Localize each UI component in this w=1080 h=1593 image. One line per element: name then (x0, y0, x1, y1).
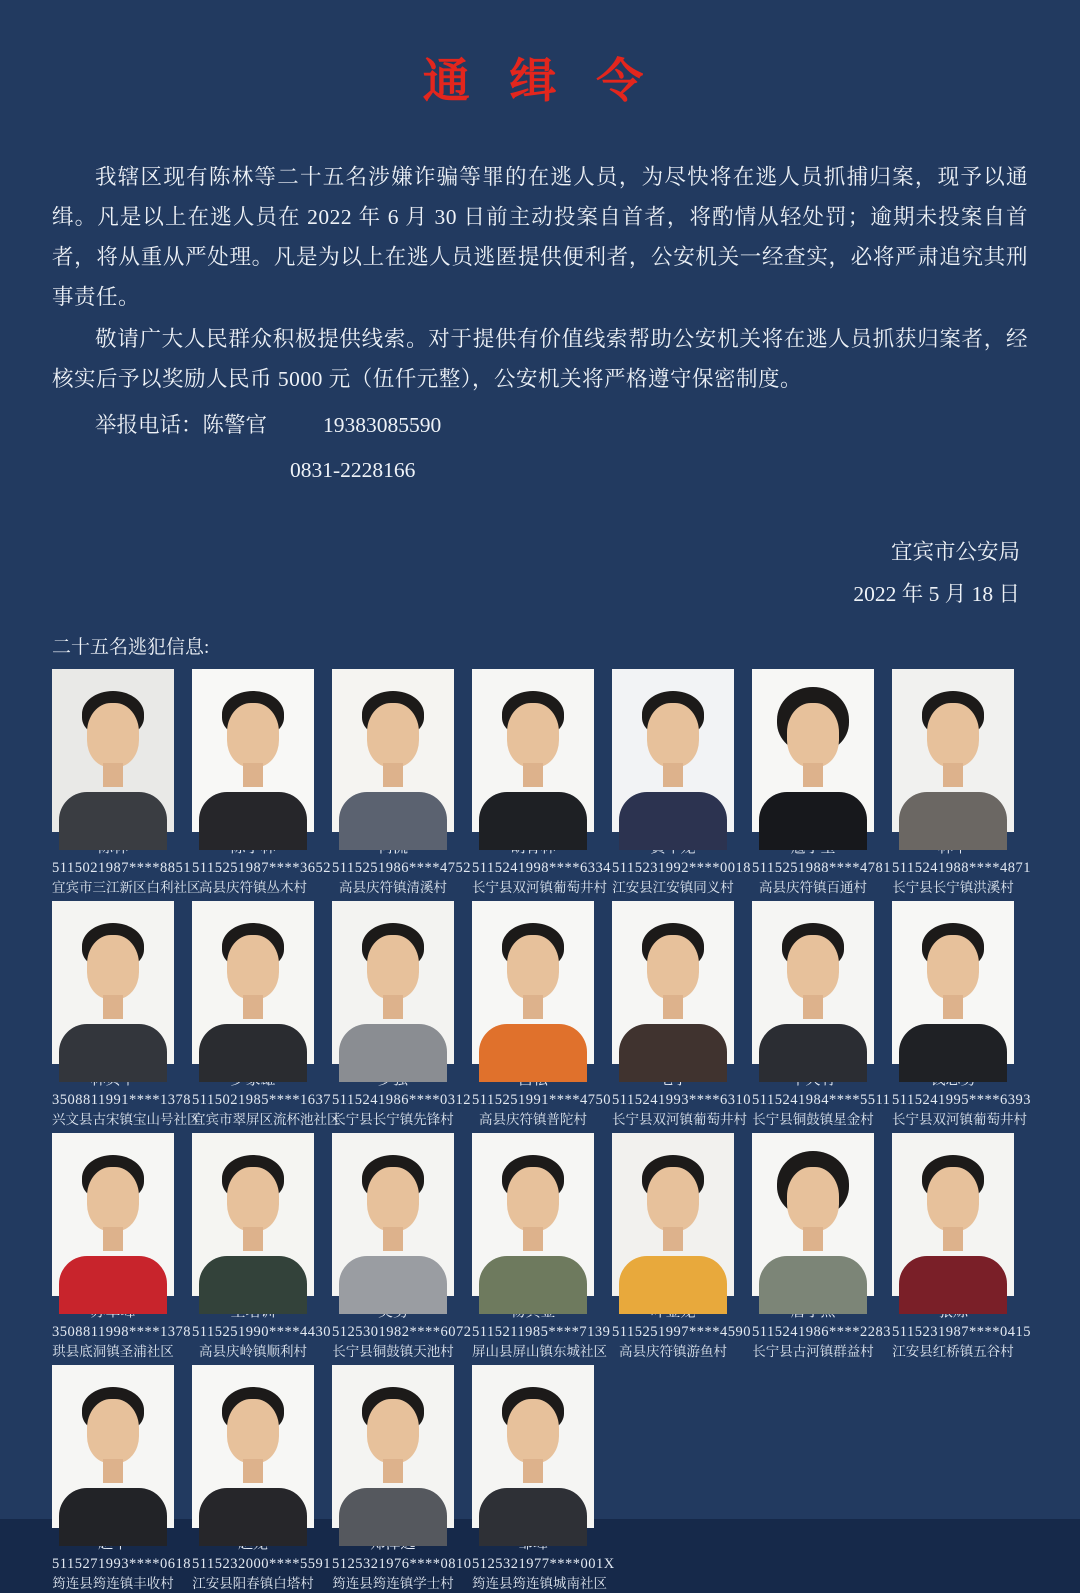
avatar-shoulders (899, 1024, 1007, 1082)
avatar-neck (383, 1227, 403, 1251)
fugitive-photo (892, 901, 1014, 1064)
avatar-face (227, 703, 279, 767)
fugitive-card (192, 1365, 331, 1593)
fugitive-photo (52, 1133, 174, 1296)
fugitive-address: 长宁县双河镇葡萄井村 (612, 1112, 747, 1127)
avatar-neck (663, 1227, 683, 1251)
avatar-neck (523, 1227, 543, 1251)
avatar-shoulders (59, 1488, 167, 1546)
fugitive-address: 高县庆符镇普陀村 (479, 1112, 587, 1127)
avatar-neck (943, 763, 963, 787)
fugitive-photo (612, 1133, 734, 1296)
fugitive-card (192, 1133, 331, 1361)
avatar-face (927, 703, 979, 767)
avatar-face (227, 1167, 279, 1231)
avatar-neck (803, 995, 823, 1019)
avatar-face (787, 935, 839, 999)
fugitive-card (472, 901, 611, 1129)
avatar-neck (383, 1459, 403, 1483)
fugitive-address: 长宁县铜鼓镇天池村 (332, 1344, 454, 1359)
fugitive-address: 筠连县筠连镇丰收村 (52, 1576, 174, 1591)
avatar-shoulders (479, 792, 587, 850)
fugitive-photo (472, 901, 594, 1064)
avatar-neck (523, 763, 543, 787)
avatar-face (787, 703, 839, 767)
fugitive-address: 珙县底洞镇圣浦社区 (52, 1344, 174, 1359)
avatar-neck (943, 995, 963, 1019)
avatar-face (507, 1399, 559, 1463)
avatar-face (87, 1399, 139, 1463)
fugitive-card (52, 1133, 191, 1361)
avatar-neck (243, 763, 263, 787)
fugitive-list-label: 二十五名逃犯信息: (52, 637, 210, 658)
fugitive-card (472, 1133, 611, 1361)
fugitive-address: 长宁县长宁镇洪溪村 (892, 880, 1014, 895)
avatar-shoulders (619, 1256, 727, 1314)
fugitive-photo (752, 1133, 874, 1296)
fugitive-address: 江安县阳春镇白塔村 (192, 1576, 314, 1591)
fugitive-id-number: 5115241988****4871 (892, 860, 1031, 876)
fugitive-photo (892, 1133, 1014, 1296)
fugitive-address: 高县庆符镇游鱼村 (619, 1344, 727, 1359)
fugitive-card (332, 901, 471, 1129)
notice-paragraph-1: 我辖区现有陈林等二十五名涉嫌诈骗等罪的在逃人员，为尽快将在逃人员抓捕归案，现予以通缉。凡是以上在逃人员在 2022 年 6 月 30 日前主动投案自首者，将酌情从轻处罚；逾期未投案自首者，将从重从严处理。凡是为以上在逃人员逃匿提供便利者，公安机关一经查实，必将严肃追究其刑事责任。 (52, 165, 1028, 309)
issuing-authority: 宜宾市公安局 (890, 540, 1020, 564)
fugitive-photo (332, 1133, 454, 1296)
fugitive-address: 长宁县双河镇葡萄井村 (472, 880, 607, 895)
fugitive-id-number: 5125301982****6072 (332, 1324, 472, 1340)
avatar-shoulders (479, 1256, 587, 1314)
fugitive-id-number: 3508811998****1378 (52, 1324, 191, 1340)
fugitive-address: 兴文县古宋镇宝山号社区 (52, 1112, 201, 1127)
avatar-face (507, 703, 559, 767)
avatar-shoulders (199, 1256, 307, 1314)
avatar-face (87, 935, 139, 999)
fugitive-card (332, 1133, 472, 1361)
signature-block (52, 531, 1028, 615)
fugitive-address: 江安县江安镇同义村 (612, 880, 734, 895)
avatar-neck (803, 763, 823, 787)
avatar-face (87, 1167, 139, 1231)
fugitive-id-number: 5115231992****0018 (612, 860, 751, 876)
avatar-face (647, 703, 699, 767)
avatar-shoulders (59, 792, 167, 850)
fugitive-card (892, 669, 1031, 897)
poster-title: 通 缉 令 (422, 56, 658, 108)
avatar-face (367, 1167, 419, 1231)
fugitive-card (612, 901, 751, 1129)
fugitive-photo (192, 1365, 314, 1528)
fugitive-photo (52, 1365, 174, 1528)
fugitive-id-number: 5115271993****0618 (52, 1556, 191, 1572)
fugitive-id-number: 5115241986****2283 (752, 1324, 891, 1340)
fugitive-id-number: 5115231987****0415 (892, 1324, 1031, 1340)
fugitive-card (752, 901, 891, 1129)
fugitive-card (192, 669, 331, 897)
hotline-landline-number: 0831-2228166 (290, 458, 416, 482)
fugitive-photo (332, 1365, 454, 1528)
issue-date: 2022 年 5 月 18 日 (853, 582, 1020, 606)
avatar-face (87, 703, 139, 767)
fugitive-address: 筠连县筠连镇学士村 (332, 1576, 454, 1591)
avatar-shoulders (199, 1024, 307, 1082)
avatar-neck (523, 995, 543, 1019)
avatar-neck (243, 1459, 263, 1483)
fugitive-photo (192, 901, 314, 1064)
fugitive-card (612, 1133, 751, 1361)
fugitive-card (472, 669, 611, 897)
avatar-shoulders (339, 1024, 447, 1082)
avatar-face (367, 1399, 419, 1463)
avatar-face (927, 1167, 979, 1231)
avatar-face (927, 935, 979, 999)
fugitive-id-number: 5115241993****6310 (612, 1092, 751, 1108)
avatar-neck (663, 763, 683, 787)
avatar-face (367, 703, 419, 767)
fugitive-photo (332, 669, 454, 832)
avatar-face (507, 935, 559, 999)
avatar-neck (523, 1459, 543, 1483)
fugitive-card (332, 1365, 472, 1593)
avatar-shoulders (339, 792, 447, 850)
fugitive-card (892, 901, 1031, 1129)
avatar-neck (383, 763, 403, 787)
avatar-shoulders (899, 792, 1007, 850)
fugitive-id-number: 5125321976****0810 (332, 1556, 472, 1572)
fugitive-id-number: 5115241986****0312 (332, 1092, 471, 1108)
avatar-face (647, 935, 699, 999)
avatar-neck (943, 1227, 963, 1251)
avatar-shoulders (59, 1256, 167, 1314)
fugitive-address: 长宁县铜鼓镇星金村 (752, 1112, 874, 1127)
avatar-face (647, 1167, 699, 1231)
fugitive-address: 长宁县长宁镇先锋村 (332, 1112, 454, 1127)
fugitive-id-number: 5115241995****6393 (892, 1092, 1031, 1108)
fugitive-card (332, 669, 471, 897)
avatar-neck (103, 763, 123, 787)
fugitive-id-number: 5115241984****5511 (752, 1092, 891, 1108)
fugitive-id-number: 5115021987****8851 (52, 860, 191, 876)
fugitive-grid (52, 669, 1031, 1593)
fugitive-address: 宜宾市三江新区白利社区 (52, 880, 201, 895)
fugitive-id-number: 5115232000****5591 (192, 1556, 331, 1572)
fugitive-id-number: 5115251997****4590 (612, 1324, 751, 1340)
avatar-shoulders (339, 1488, 447, 1546)
fugitive-id-number: 3508811991****1378 (52, 1092, 191, 1108)
avatar-neck (103, 995, 123, 1019)
fugitive-photo (192, 669, 314, 832)
avatar-shoulders (199, 792, 307, 850)
avatar-shoulders (479, 1488, 587, 1546)
fugitive-card (752, 1133, 891, 1361)
avatar-shoulders (899, 1256, 1007, 1314)
fugitive-address: 高县庆符镇百通村 (759, 880, 867, 895)
avatar-shoulders (619, 1024, 727, 1082)
fugitive-photo (472, 669, 594, 832)
fugitive-card (52, 669, 201, 897)
fugitive-photo (472, 1365, 594, 1528)
fugitive-id-number: 5115021985****1637 (192, 1092, 331, 1108)
avatar-shoulders (339, 1256, 447, 1314)
avatar-shoulders (479, 1024, 587, 1082)
fugitive-photo (752, 669, 874, 832)
avatar-face (367, 935, 419, 999)
fugitive-address: 高县庆岭镇顺利村 (199, 1344, 307, 1359)
fugitive-id-number: 5125321977****001X (472, 1556, 615, 1572)
fugitive-address: 长宁县古河镇群益村 (752, 1344, 874, 1359)
fugitive-card (752, 669, 891, 897)
fugitive-photo (612, 669, 734, 832)
fugitive-card (192, 901, 341, 1129)
avatar-neck (103, 1227, 123, 1251)
avatar-neck (803, 1227, 823, 1251)
fugitive-photo (892, 669, 1014, 832)
fugitive-address: 高县庆符镇丛木村 (199, 880, 307, 895)
hotline-label: 举报电话：陈警官 (95, 413, 268, 437)
fugitive-id-number: 5115251990****4430 (192, 1324, 331, 1340)
fugitive-id-number: 5115251987****3652 (192, 860, 331, 876)
fugitive-id-number: 5115211985****7139 (472, 1324, 611, 1340)
avatar-shoulders (199, 1488, 307, 1546)
avatar-shoulders (619, 792, 727, 850)
avatar-face (507, 1167, 559, 1231)
fugitive-photo (52, 669, 174, 832)
avatar-face (787, 1167, 839, 1231)
avatar-shoulders (759, 792, 867, 850)
fugitive-photo (612, 901, 734, 1064)
avatar-shoulders (759, 1024, 867, 1082)
fugitive-photo (472, 1133, 594, 1296)
avatar-neck (243, 1227, 263, 1251)
fugitive-card (612, 669, 751, 897)
fugitive-card (52, 1365, 191, 1593)
fugitive-card (472, 1365, 615, 1593)
fugitive-address: 宜宾市翠屏区流杯池社区 (192, 1112, 341, 1127)
fugitive-address: 筠连县筠连镇城南社区 (472, 1576, 607, 1591)
avatar-neck (663, 995, 683, 1019)
fugitive-card (892, 1133, 1031, 1361)
fugitive-photo (192, 1133, 314, 1296)
fugitive-id-number: 5115241998****6334 (472, 860, 611, 876)
fugitive-id-number: 5115251991****4750 (472, 1092, 611, 1108)
avatar-neck (243, 995, 263, 1019)
fugitive-id-number: 5115251988****4781 (752, 860, 891, 876)
fugitive-photo (332, 901, 454, 1064)
avatar-neck (103, 1459, 123, 1483)
avatar-face (227, 1399, 279, 1463)
fugitive-photo (752, 901, 874, 1064)
fugitive-address: 屏山县屏山镇东城社区 (472, 1344, 607, 1359)
hotline-mobile-number: 19383085590 (323, 413, 442, 437)
avatar-shoulders (759, 1256, 867, 1314)
fugitive-address: 高县庆符镇清溪村 (339, 880, 447, 895)
avatar-face (227, 935, 279, 999)
fugitive-photo (52, 901, 174, 1064)
avatar-neck (383, 995, 403, 1019)
hotline-line (52, 405, 1028, 445)
notice-paragraph-2: 敬请广大人民群众积极提供线索。对于提供有价值线索帮助公安机关将在逃人员抓获归案者，经核实后予以奖励人民币 5000 元（伍仟元整），公安机关将严格遵守保密制度。 (52, 327, 1028, 391)
fugitive-address: 江安县红桥镇五谷村 (892, 1344, 1014, 1359)
fugitive-address: 长宁县双河镇葡萄井村 (892, 1112, 1027, 1127)
avatar-shoulders (59, 1024, 167, 1082)
fugitive-id-number: 5115251986****4752 (332, 860, 471, 876)
fugitive-card (52, 901, 201, 1129)
